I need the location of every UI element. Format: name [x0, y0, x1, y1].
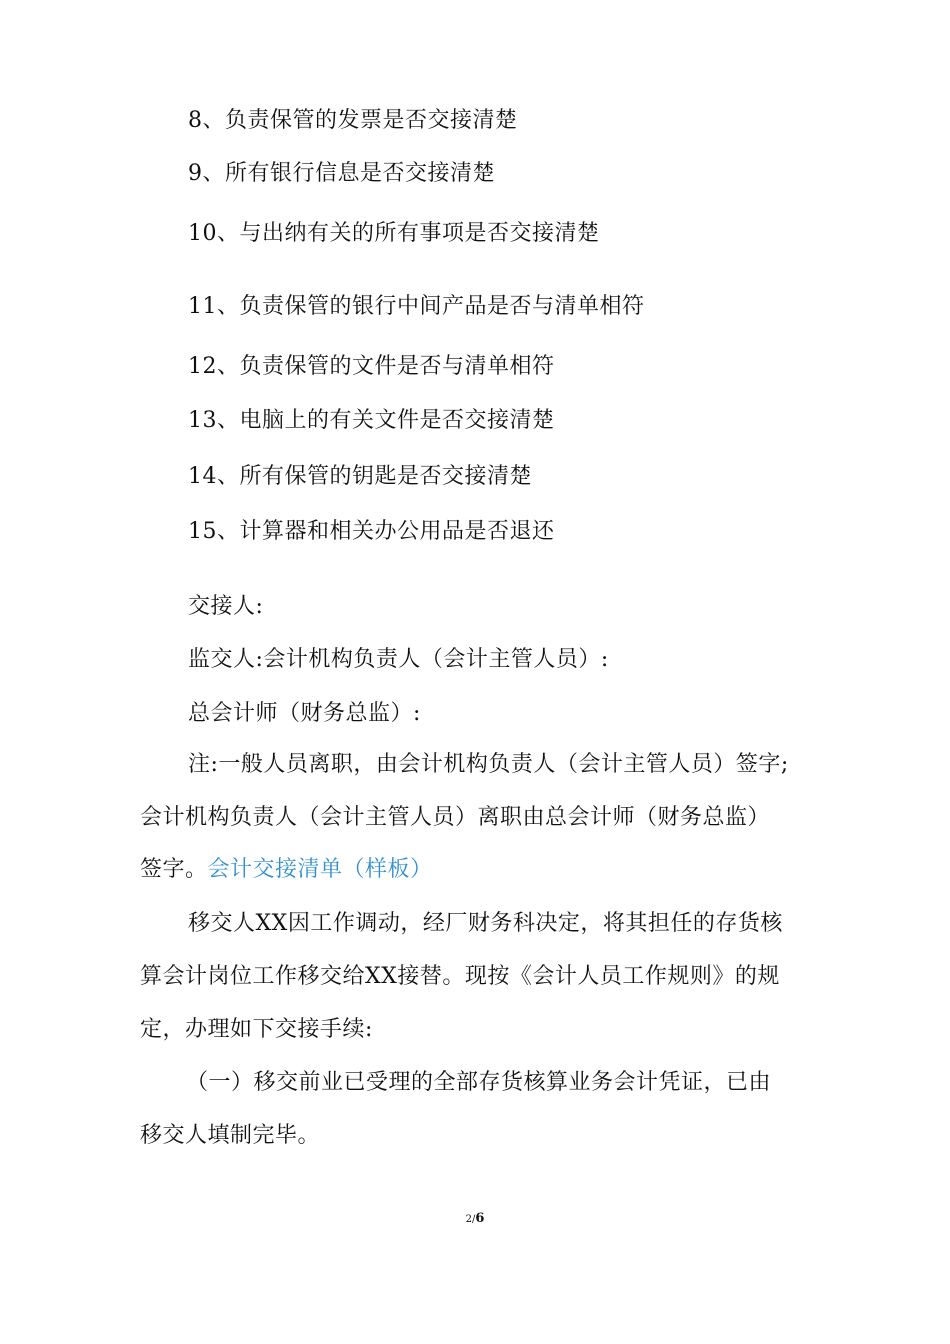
note-line-2: 会计机构负责人（会计主管人员）离职由总会计师（财务总监）	[140, 805, 771, 830]
handover-list-link[interactable]: 会计交接清单（样板）	[207, 857, 433, 882]
intro-line-3: 定，办理如下交接手续:	[140, 1017, 373, 1042]
checklist-item-14: 14、所有保管的钥匙是否交接清楚	[188, 464, 532, 489]
chief-accountant-label: 总会计师（财务总监）:	[188, 701, 421, 726]
item-one-line-1: （一）移交前业已受理的全部存货核算业务会计凭证，已由	[186, 1070, 772, 1095]
checklist-item-12: 12、负责保管的文件是否与清单相符	[188, 354, 555, 379]
supervisor-label: 监交人:会计机构负责人（会计主管人员）:	[188, 647, 609, 672]
handover-person-label: 交接人:	[188, 594, 264, 619]
checklist-item-15: 15、计算器和相关办公用品是否退还	[188, 519, 555, 544]
checklist-item-9: 9、所有银行信息是否交接清楚	[188, 161, 495, 186]
page-number	[0, 1210, 950, 1228]
checklist-item-10: 10、与出纳有关的所有事项是否交接清楚	[188, 221, 600, 246]
checklist-item-8: 8、负责保管的发票是否交接清楚	[188, 108, 518, 133]
page-number-current: 2/	[465, 1214, 476, 1225]
note-line-3	[140, 855, 433, 885]
item-one-line-2: 移交人填制完毕。	[140, 1123, 321, 1148]
checklist-item-11: 11、负责保管的银行中间产品是否与清单相符	[188, 294, 645, 319]
note-line-3-text: 签字。	[140, 857, 208, 882]
intro-line-1: 移交人XX因工作调动，经厂财务科决定，将其担任的存货核	[188, 911, 783, 936]
intro-line-2: 算会计岗位工作移交给XX接替。现按《会计人员工作规则》的规	[140, 964, 780, 989]
page-number-total: 6	[475, 1211, 485, 1226]
checklist-item-13: 13、电脑上的有关文件是否交接清楚	[188, 408, 555, 433]
note-line-1: 注:一般人员离职，由会计机构负责人（会计主管人员）签字;	[188, 752, 789, 777]
